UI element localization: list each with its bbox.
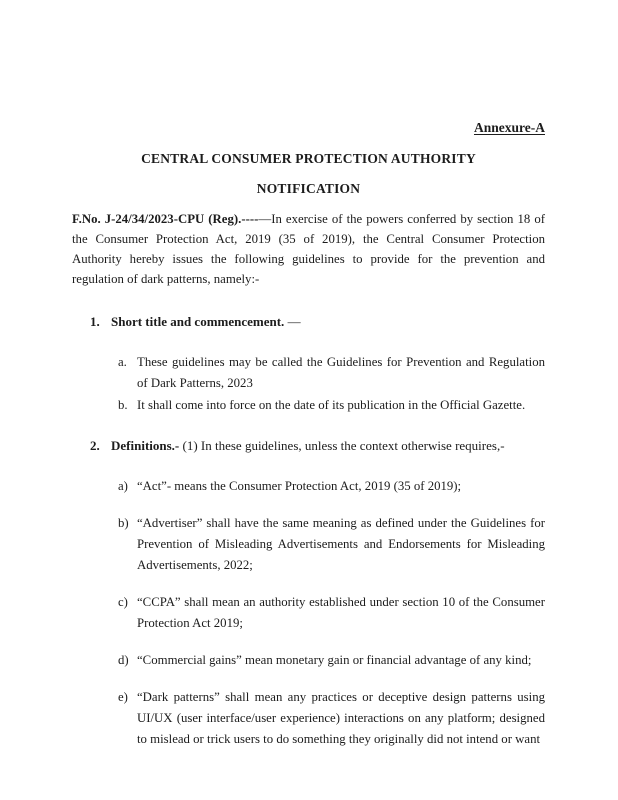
section-1-items xyxy=(118,352,545,416)
list-item-marker: e) xyxy=(118,690,128,704)
section-1-title-rest: — xyxy=(284,314,301,329)
section-2-title-rest: (1) In these guidelines, unless the context otherwise requires,- xyxy=(179,438,505,453)
list-item-text: It shall come into force on the date of its publication in the Official Gazette. xyxy=(137,398,526,412)
list-item xyxy=(118,513,545,576)
document-title: CENTRAL CONSUMER PROTECTION AUTHORITY xyxy=(141,151,476,166)
list-item-marker: a) xyxy=(118,479,128,493)
list-item-marker: b. xyxy=(118,398,128,412)
list-item-marker: d) xyxy=(118,653,129,667)
list-item-text: “Advertiser” shall have the same meaning as defined under the Guidelines for Prevention of Misleading Advertisements and Endorsements for Misleading Advertisements, 2022; xyxy=(137,516,545,572)
document-subtitle: NOTIFICATION xyxy=(256,181,361,196)
list-item-marker: a. xyxy=(118,355,127,369)
list-item xyxy=(118,352,545,394)
list-item-text: “Dark patterns” shall mean any practices or deceptive design patterns using UI/UX (user interface/user experience) interactions on any platform; designed to mislead or trick users to do something they originally did not intend or want xyxy=(137,690,545,746)
list-item xyxy=(118,687,545,750)
list-item xyxy=(118,395,545,416)
file-number: F.No. J-24/34/2023-CPU (Reg).---- xyxy=(72,212,259,226)
section-2-number: 2. xyxy=(90,438,100,453)
section-1-heading xyxy=(90,311,545,332)
list-item xyxy=(118,650,545,671)
section-1-title-bold: Short title and commencement. xyxy=(111,314,285,329)
section-2-title xyxy=(111,435,545,456)
section-short-title xyxy=(72,311,545,416)
list-item-text: “CCPA” shall mean an authority established under section 10 of the Consumer Protection Act 2019; xyxy=(137,595,545,630)
annexure-label: Annexure-A xyxy=(473,120,545,135)
section-1-title xyxy=(111,311,545,332)
section-1-number: 1. xyxy=(90,314,100,329)
list-item-text: These guidelines may be called the Guidelines for Prevention and Regulation of Dark Patterns, 2023 xyxy=(137,355,545,390)
list-item xyxy=(118,476,545,497)
list-item xyxy=(118,592,545,634)
section-2-heading xyxy=(90,435,545,456)
section-2-items xyxy=(118,476,545,750)
opening-paragraph xyxy=(72,209,545,289)
opening-paragraph-text: —In exercise of the powers conferred by section 18 of the Consumer Protection Act, 2019 (35 of 2019), the Central Consumer Protection Authority hereby issues the following guidelines to provide for the prevention and regulation of dark patterns, namely:- xyxy=(72,212,545,286)
list-item-marker: b) xyxy=(118,516,129,530)
list-item-text: “Act”- means the Consumer Protection Act, 2019 (35 of 2019); xyxy=(137,479,462,493)
list-item-text: “Commercial gains” mean monetary gain or financial advantage of any kind; xyxy=(137,653,532,667)
section-definitions xyxy=(72,435,545,750)
section-2-title-bold: Definitions.- xyxy=(111,438,180,453)
list-item-marker: c) xyxy=(118,595,128,609)
